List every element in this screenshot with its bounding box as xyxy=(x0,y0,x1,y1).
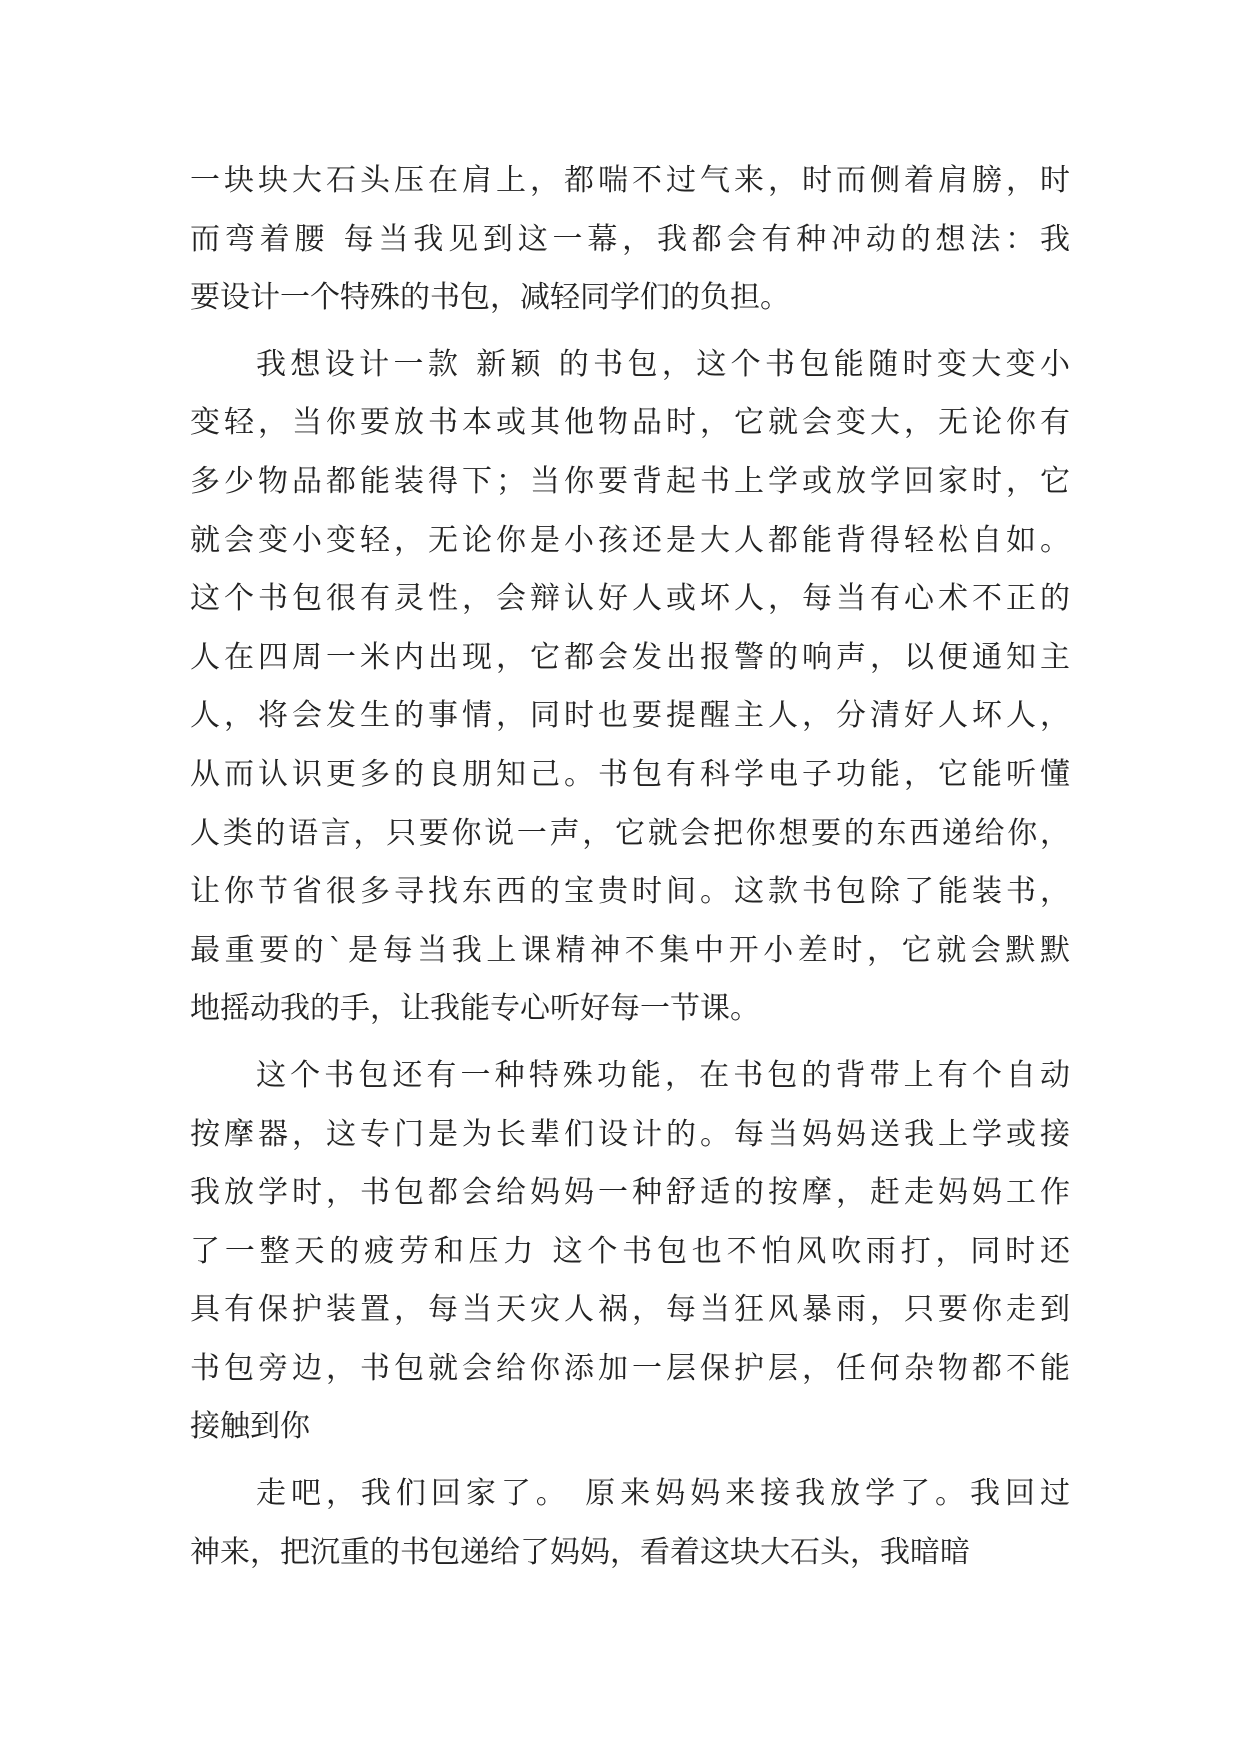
text-line: 多少物品都能装得下；当你要背起书上学或放学回家时，它 xyxy=(190,463,1070,499)
text-line: 走吧，我们回家了。 原来妈妈来接我放学了。我回过 xyxy=(256,1476,1070,1512)
text-line: 地摇动我的手，让我能专心听好每一节课。 xyxy=(190,991,760,1027)
text-line: 人在四周一米内出现，它都会发出报警的响声，以便通知主 xyxy=(190,639,1070,675)
text-line: 了一整天的疲劳和压力 这个书包也不怕风吹雨打，同时还 xyxy=(190,1233,1070,1269)
text-line: 书包旁边，书包就会给你添加一层保护层，任何杂物都不能 xyxy=(190,1350,1070,1386)
paragraph xyxy=(190,1465,1070,1582)
text-line: 让你节省很多寻找东西的宝贵时间。这款书包除了能装书， xyxy=(190,874,1070,910)
essay-body xyxy=(190,152,1070,1582)
paragraph xyxy=(190,152,1070,328)
paragraph-gap xyxy=(190,1457,1070,1465)
text-line: 这个书包还有一种特殊功能，在书包的背带上有个自动 xyxy=(256,1057,1070,1093)
paragraph xyxy=(190,1047,1070,1457)
text-line: 我放学时，书包都会给妈妈一种舒适的按摩，赶走妈妈工作 xyxy=(190,1175,1070,1211)
text-line: 要设计一个特殊的书包，减轻同学们的负担。 xyxy=(190,280,790,316)
text-line: 从而认识更多的良朋知己。书包有科学电子功能，它能听懂 xyxy=(190,756,1070,792)
text-line: 这个书包很有灵性，会辩认好人或坏人，每当有心术不正的 xyxy=(190,581,1070,617)
text-line: 神来，把沉重的书包递给了妈妈，看着这块大石头，我暗暗 xyxy=(190,1534,970,1570)
paragraph xyxy=(190,336,1070,1039)
text-line: 我想设计一款 新颖 的书包，这个书包能随时变大变小 xyxy=(256,346,1070,382)
paragraph-gap xyxy=(190,328,1070,336)
text-line: 按摩器，这专门是为长辈们设计的。每当妈妈送我上学或接 xyxy=(190,1116,1070,1152)
text-line: 变轻，当你要放书本或其他物品时，它就会变大，无论你有 xyxy=(190,405,1070,441)
text-line: 人类的语言，只要你说一声，它就会把你想要的东西递给你， xyxy=(190,815,1070,851)
text-line: 具有保护装置，每当天灾人祸，每当狂风暴雨，只要你走到 xyxy=(190,1292,1070,1328)
text-line: 一块块大石头压在肩上，都喘不过气来，时而侧着肩膀，时 xyxy=(190,163,1070,198)
text-line: 而弯着腰 每当我见到这一幕，我都会有种冲动的想法：我 xyxy=(190,221,1070,257)
text-line: 接触到你 xyxy=(190,1409,310,1445)
text-line: 人，将会发生的事情，同时也要提醒主人，分清好人坏人， xyxy=(190,698,1070,734)
text-line: 最重要的`是每当我上课精神不集中开小差时，它就会默默 xyxy=(190,932,1070,968)
paragraph-gap xyxy=(190,1039,1070,1047)
text-line: 就会变小变轻，无论你是小孩还是大人都能背得轻松自如。 xyxy=(190,522,1070,558)
